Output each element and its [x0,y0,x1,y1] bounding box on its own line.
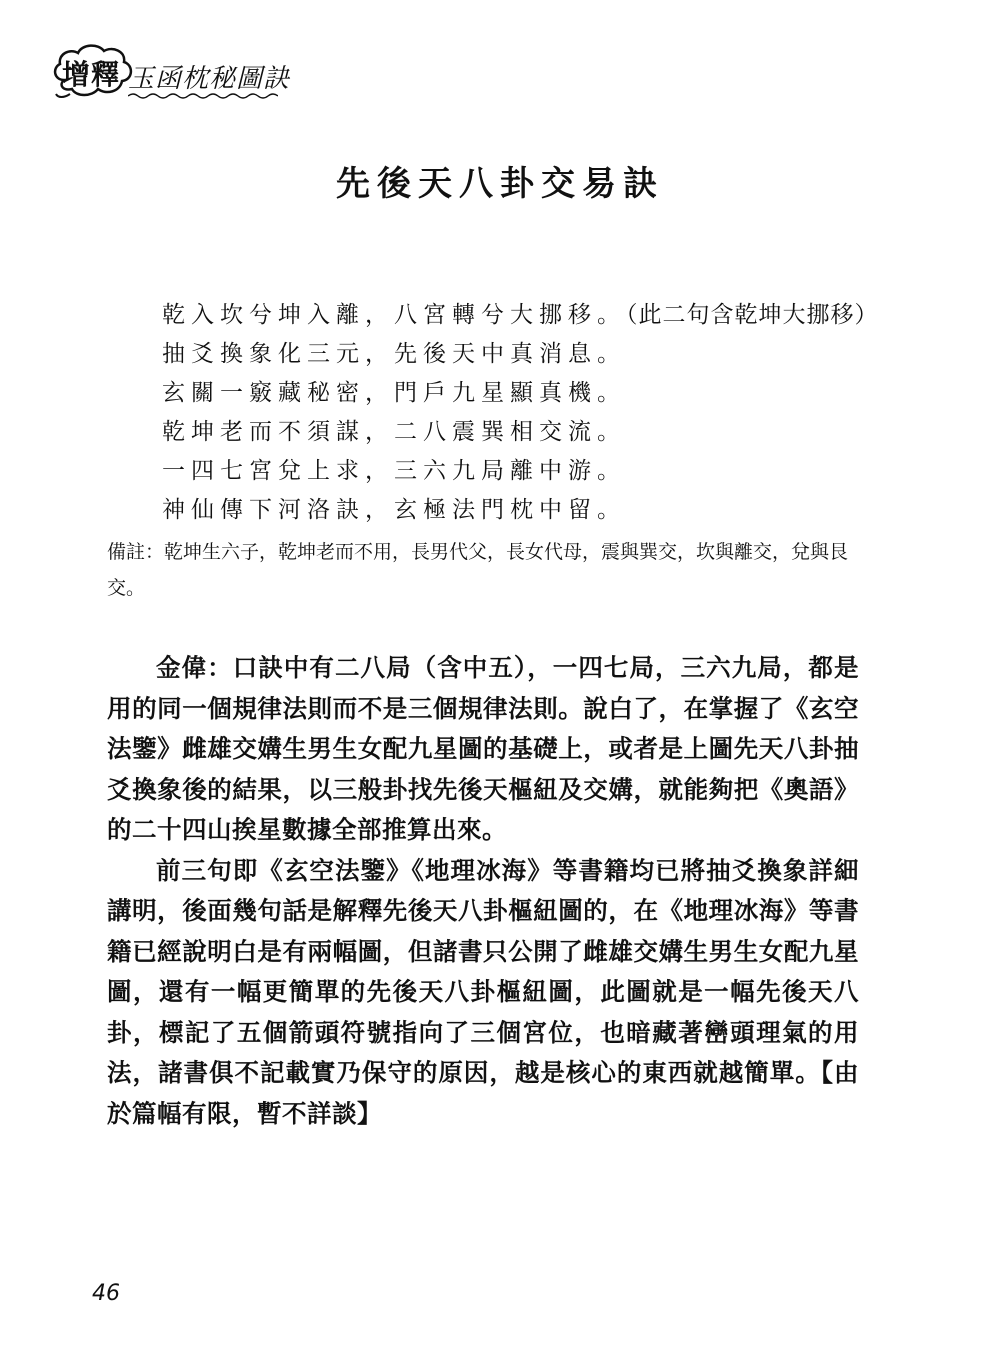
body-paragraph: 金偉：口訣中有二八局（含中五），一四七局，三六九局，都是用的同一個規律法則而不是三個規律法則。說白了，在掌握了《玄空法鑒》雌雄交媾生男生女配九星圖的基礎上，或者是上圖先天八卦抽爻換象後的結果，以三般卦找先後天樞紐及交媾，就能夠把《奧語》的二十四山挨星數據全部推算出來。 [107,653,859,844]
running-header-title: 玉函枕秘圖訣 [128,64,291,94]
verse-text: 玄關一竅藏秘密，門戶九星顯真機。 [162,380,626,406]
wavy-underline-icon [128,92,278,100]
section-title: 先後天八卦交易訣 [336,164,664,204]
body-text [107,648,859,1134]
running-header-logo [50,40,291,104]
page-number: 46 [92,1281,120,1306]
verse-line [162,491,879,530]
verse-line [162,296,879,335]
verse-line [162,413,879,452]
verse-line [162,374,879,413]
remark-note: 備註：乾坤生六子，乾坤老而不用，長男代父，長女代母，震與巽交，坎與離交，兌與艮交。 [107,541,849,599]
verse-note: （此二句含乾坤大挪移） [626,302,879,328]
verse-line [162,335,879,374]
verse-text: 乾坤老而不須謀，二八震巽相交流。 [162,419,626,445]
verse-text: 神仙傳下河洛訣，玄極法門枕中留。 [162,497,626,523]
verse-text: 乾入坎兮坤入離，八宮轉兮大挪移。 [162,302,626,328]
body-paragraph: 前三句即《玄空法鑒》《地理冰海》等書籍均已將抽爻換象詳細講明，後面幾句話是解釋先後天八卦樞紐圖的，在《地理冰海》等書籍已經說明白是有兩幅圖，但諸書只公開了雌雄交媾生男生女配九星圖，還有一幅更簡單的先後天八卦樞紐圖，此圖就是一幅先後天八卦，標記了五個箭頭符號指向了三個宮位，也暗藏著巒頭理氣的用法，諸書俱不記載實乃保守的原因，越是核心的東西就越簡單。【由於篇幅有限，暫不詳談】 [107,855,859,1128]
header-badge: 增釋 [62,58,121,91]
verse-text: 一四七宮兌上求，三六九局離中游。 [162,458,626,484]
verse-line [162,452,879,491]
verse-text: 抽爻換象化三元，先後天中真消息。 [162,341,626,367]
verse-block [162,296,879,530]
